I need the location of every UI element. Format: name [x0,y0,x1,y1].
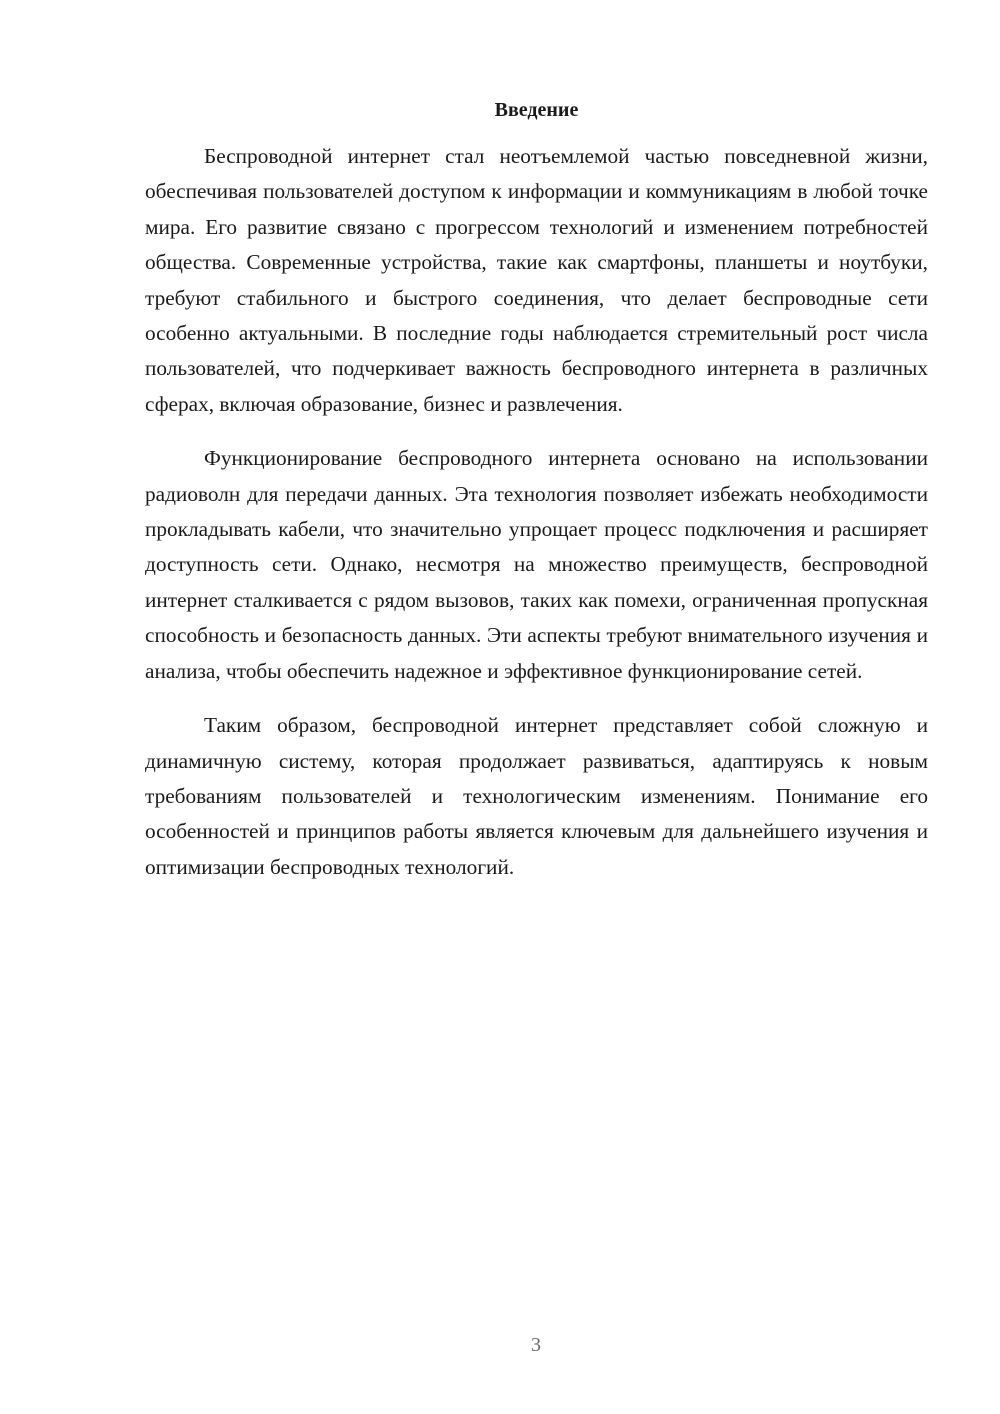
page-content [145,95,928,904]
paragraph-1: Беспроводной интернет стал неотъемлемой частью повседневной жизни, обеспечивая пользователей доступом к информации и коммуникациям в любой точке мира. Его развитие связано с прогрессом технологий и изменением потребностей общества. Современные устройства, такие как смартфоны, планшеты и ноутбуки, требуют стабильного и быстрого соединения, что делает беспроводные сети особенно актуальными. В последние годы наблюдается стремительный рост числа пользователей, что подчеркивает важность беспроводного интернета в различных сферах, включая образование, бизнес и развлечения. [145,144,928,416]
section-heading: Введение [494,99,579,121]
paragraph-3: Таким образом, беспроводной интернет представляет собой сложную и динамичную систему, которая продолжает развиваться, адаптируясь к новым требованиям пользователей и технологическим изменениям. Понимание его особенностей и принципов работы является ключевым для дальнейшего изучения и оптимизации беспроводных технологий. [145,713,928,879]
page-number: 3 [531,1334,541,1356]
paragraph-2: Функционирование беспроводного интернета основано на использовании радиоволн для передачи данных. Эта технология позволяет избежать необходимости прокладывать кабели, что значительно упрощает процесс подключения и расширяет доступность сети. Однако, несмотря на множество преимуществ, беспроводной интернет сталкивается с рядом вызовов, таких как помехи, ограниченная пропускная способность и безопасность данных. Эти аспекты требуют внимательного изучения и анализа, чтобы обеспечить надежное и эффективное функционирование сетей. [145,446,928,683]
